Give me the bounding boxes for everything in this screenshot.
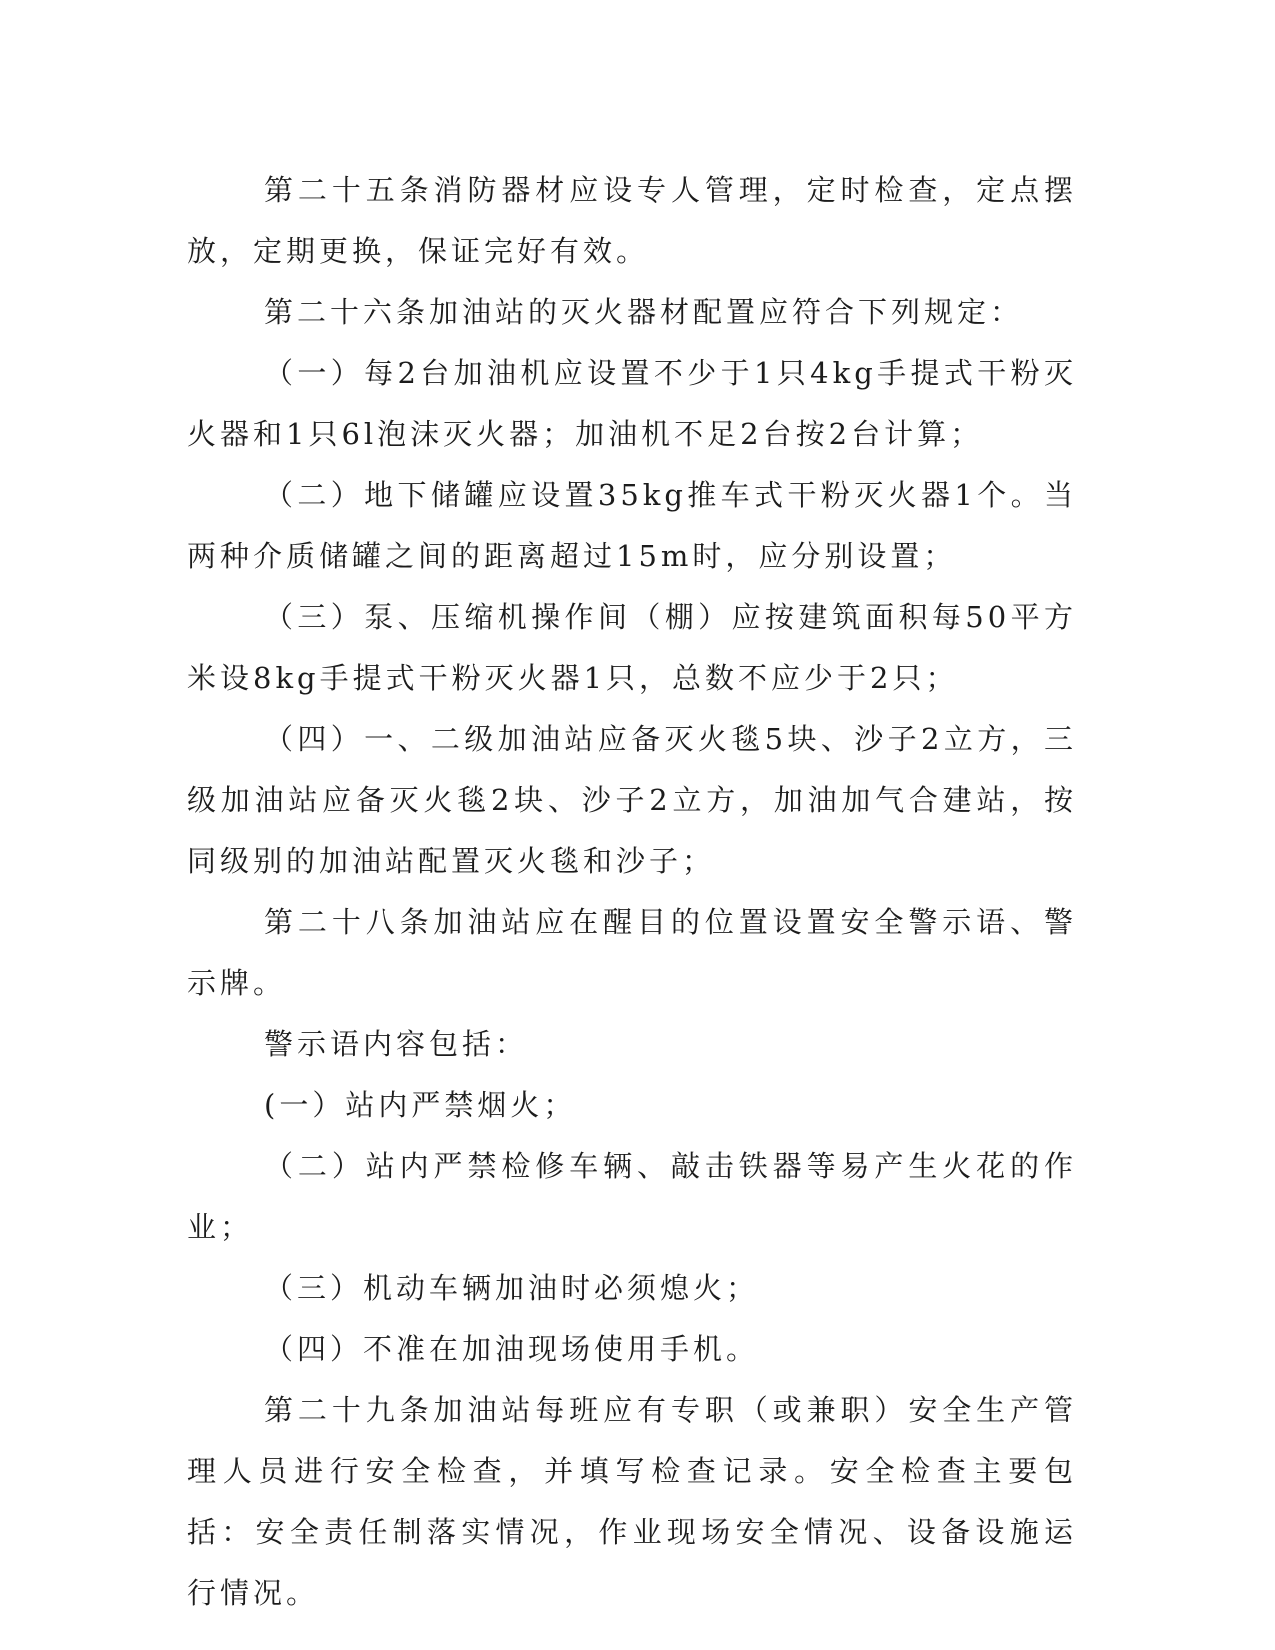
article-26-item-3: （三）泵、压缩机操作间（棚）应按建筑面积每50平方米设8kg手提式干粉灭火器1只，总数不应少于2只；: [187, 600, 1077, 695]
article-26-item-1: （一）每2台加油机应设置不少于1只4kg手提式干粉灭火器和1只6l泡沫灭火器；加油机不足2台按2台计算；: [187, 356, 1077, 451]
warning-item-3: （三）机动车辆加油时必须熄火；: [264, 1271, 760, 1305]
warning-item-2: （二）站内严禁检修车辆、敲击铁器等易产生火花的作业；: [187, 1149, 1077, 1244]
warning-item-4: （四）不准在加油现场使用手机。: [264, 1332, 760, 1366]
warning-content-heading: 警示语内容包括：: [264, 1027, 529, 1061]
article-25-paragraph: 第二十五条消防器材应设专人管理，定时检查，定点摆放，定期更换，保证完好有效。: [187, 173, 1077, 268]
article-26-item-4: （四）一、二级加油站应备灭火毯5块、沙子2立方，三级加油站应备灭火毯2块、沙子2立方，加油加气合建站，按同级别的加油站配置灭火毯和沙子；: [187, 722, 1077, 878]
article-29-paragraph: 第二十九条加油站每班应有专职（或兼职）安全生产管理人员进行安全检查，并填写检查记录。安全检查主要包括：安全责任制落实情况，作业现场安全情况、设备设施运行情况。: [187, 1393, 1077, 1610]
document-body: [187, 160, 1077, 1624]
article-26-item-2: （二）地下储罐应设置35kg推车式干粉灭火器1个。当两种介质储罐之间的距离超过15m时，应分别设置；: [187, 478, 1077, 573]
article-26-paragraph: 第二十六条加油站的灭火器材配置应符合下列规定：: [264, 295, 1024, 329]
article-28-paragraph: 第二十八条加油站应在醒目的位置设置安全警示语、警示牌。: [187, 905, 1077, 1000]
warning-item-1: (一）站内严禁烟火；: [264, 1088, 577, 1122]
